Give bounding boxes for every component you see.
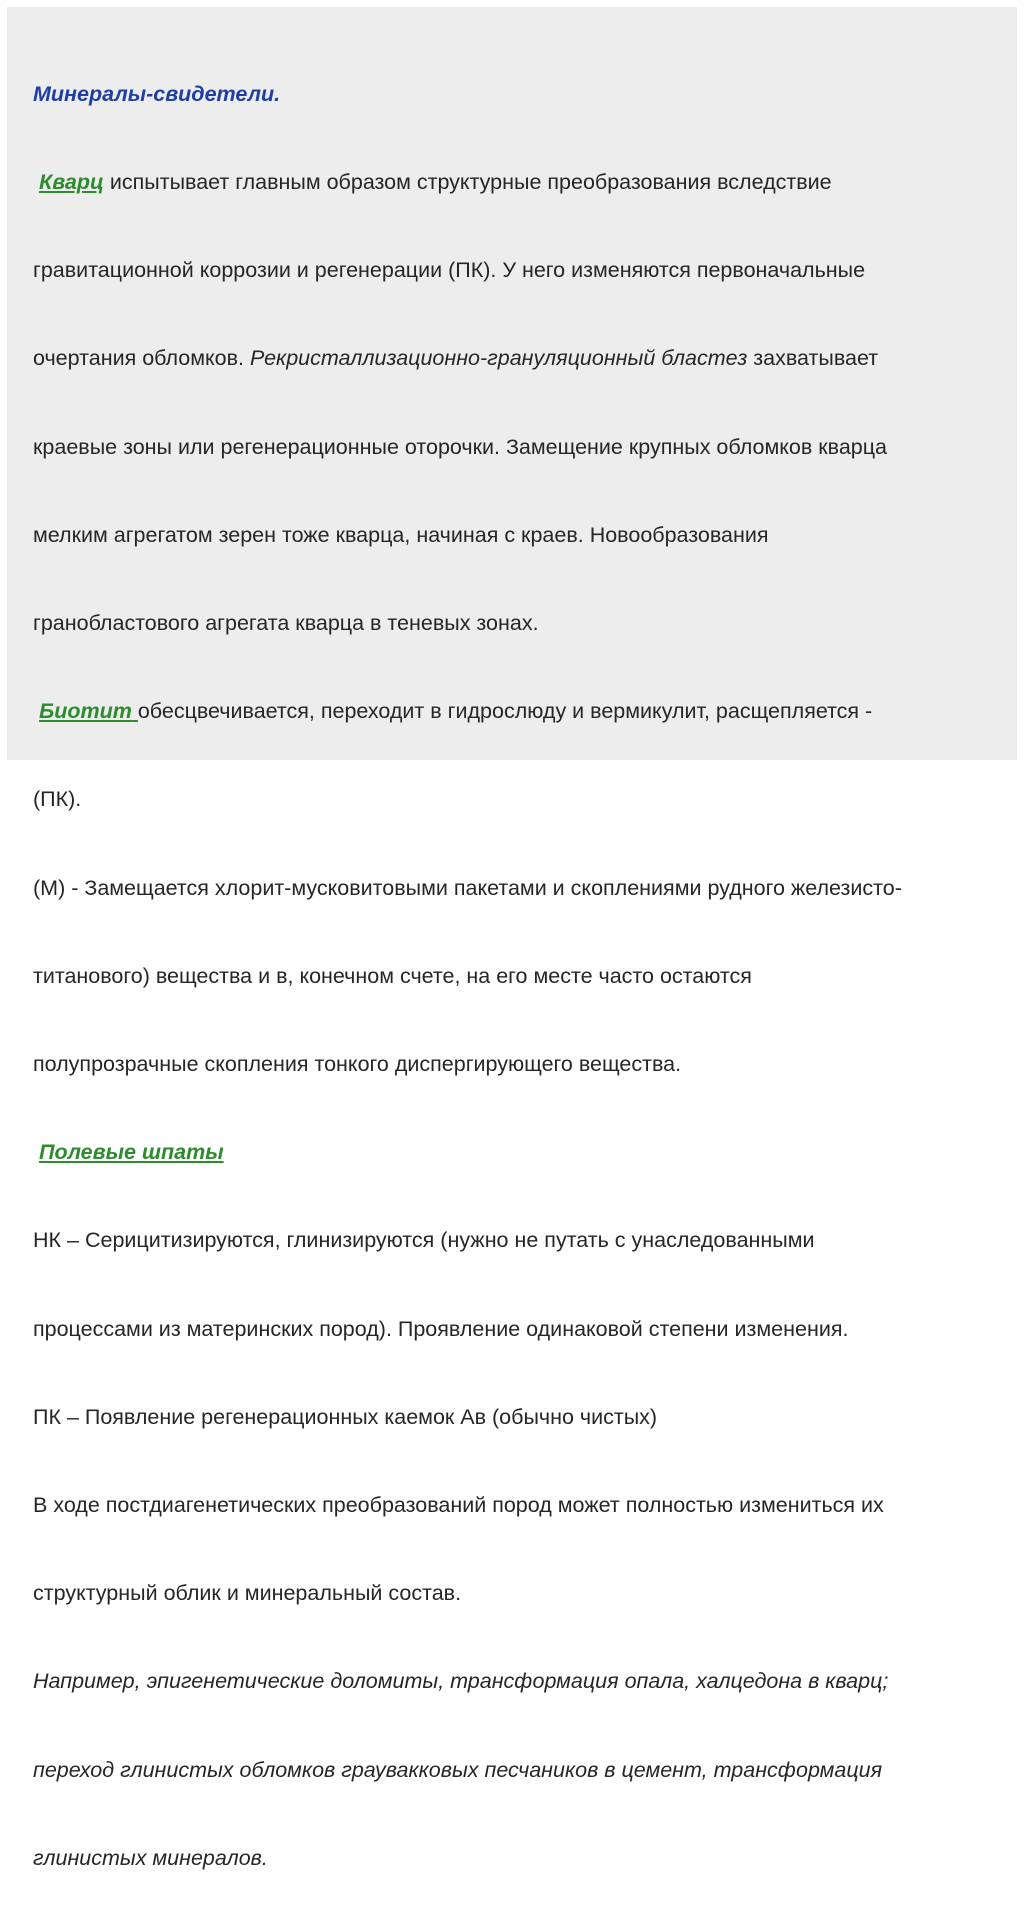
example-line-1: Например, эпигенетические доломиты, трансформация опала, халцедона в кварц;	[33, 1669, 889, 1694]
conclusion-line-2: структурный облик и минеральный состав.	[33, 1581, 462, 1606]
quartz-line-4: краевые зоны или регенерационные оторочки. Замещение крупных обломков кварца	[33, 434, 888, 459]
feldspar-nk-line-2: процессами из материнских пород). Проявление одинаковой степени изменения.	[33, 1316, 849, 1341]
biotite-line-1	[33, 697, 1003, 726]
feldspar-nk-line-1: НК – Серицитизируются, глинизируются (нужно не путать с унаследованными	[33, 1228, 815, 1253]
heading-line	[33, 80, 1003, 109]
quartz-text-3-end: захватывает	[747, 346, 879, 371]
example-line-3: глинистых минералов.	[33, 1845, 268, 1870]
quartz-text-1: испытывает главным образом структурные преобразования вследствие	[103, 170, 832, 195]
biotite-text-1: обесцвечивается, переходит в гидрослюду и вермикулит, расщепляется -	[137, 699, 873, 724]
quartz-line-1	[33, 168, 1003, 197]
quartz-term: Кварц	[38, 170, 104, 195]
content-frame	[7, 7, 1017, 1870]
conclusion-line-1: В ходе постдиагенетических преобразований пород может полностью измениться их	[33, 1493, 884, 1518]
quartz-line-6: гранобластового агрегата кварца в теневых зонах.	[33, 611, 539, 636]
blastesis-term: Рекристаллизационно-грануляционный бластез	[250, 346, 748, 371]
feldspar-pk-line: ПК – Появление регенерационных каемок Ав (обычно чистых)	[33, 1404, 658, 1429]
biotite-term: Биотит	[38, 699, 132, 724]
slide-heading: Минералы-свидетели.	[33, 81, 281, 106]
feldspar-heading-line	[33, 1138, 1003, 1167]
feldspar-term: Полевые шпаты	[38, 1140, 224, 1165]
quartz-line-5: мелким агрегатом зерен тоже кварца, начиная с краев. Новообразования	[33, 522, 769, 547]
biotite-line-3: (М) - Замещается хлорит-мусковитовыми пакетами и скоплениями рудного железисто-	[33, 875, 902, 900]
quartz-text-3: очертания обломков.	[33, 346, 250, 371]
text-body	[33, 21, 1003, 1932]
quartz-line-2: гравитационной коррозии и регенерации (ПК). У него изменяются первоначальные	[33, 258, 866, 283]
quartz-line-3	[33, 344, 1003, 373]
example-line-2: переход глинистых обломков граувакковых песчаников в цемент, трансформация	[33, 1757, 883, 1782]
biotite-line-2: (ПК).	[33, 787, 82, 812]
biotite-line-4: титанового) вещества и в, конечном счете, на его месте часто остаются	[33, 963, 752, 988]
biotite-line-5: полупрозрачные скопления тонкого диспергирующего вещества.	[33, 1052, 682, 1077]
